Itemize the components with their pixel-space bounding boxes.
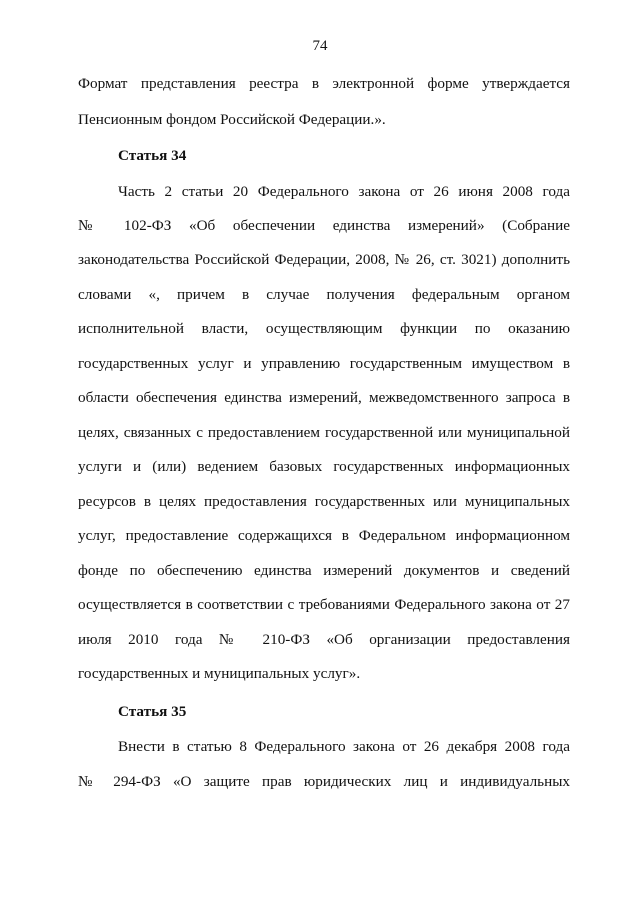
paragraph-line: Часть 2 статьи 20 Федерального закона от 26 июня 2008 года <box>118 183 570 200</box>
article-35-heading: Статья 35 <box>118 703 187 720</box>
paragraph-line: области обеспечения единства измерений, межведомственного запроса в <box>78 389 570 406</box>
paragraph-line: Внести в статью 8 Федерального закона от 26 декабря 2008 года <box>118 738 570 755</box>
paragraph-line: государственных и муниципальных услуг». <box>78 665 361 682</box>
paragraph-line: № 294-ФЗ «О защите прав юридических лиц и индивидуальных <box>78 773 570 790</box>
paragraph-line: июля 2010 года № 210-ФЗ «Об организации предоставления <box>78 631 570 648</box>
paragraph-line: ресурсов в целях предоставления государственных или муниципальных <box>78 493 570 510</box>
paragraph-line: словами «, причем в случае получения федеральным органом <box>78 286 570 303</box>
paragraph-line: фонде по обеспечению единства измерений документов и сведений <box>78 562 570 579</box>
paragraph-line: целях, связанных с предоставлением государственной или муниципальной <box>78 424 570 441</box>
paragraph-line: осуществляется в соответствии с требованиями Федерального закона от 27 <box>78 596 570 613</box>
paragraph-line: исполнительной власти, осуществляющим функции по оказанию <box>78 320 570 337</box>
page-number: 74 <box>312 38 328 54</box>
paragraph-line: № 102-ФЗ «Об обеспечении единства измерений» (Собрание <box>78 217 570 234</box>
article-34-heading: Статья 34 <box>118 147 187 164</box>
paragraph-line: Формат представления реестра в электронной форме утверждается <box>78 75 570 92</box>
paragraph-line: услуги и (или) ведением базовых государственных информационных <box>78 458 570 475</box>
paragraph-line: законодательства Российской Федерации, 2008, № 26, ст. 3021) дополнить <box>78 251 570 268</box>
paragraph-line: Пенсионным фондом Российской Федерации.». <box>78 111 386 128</box>
paragraph-line: услуг, предоставление содержащихся в Федеральном информационном <box>78 527 570 544</box>
paragraph-line: государственных услуг и управлению государственным имуществом в <box>78 355 570 372</box>
